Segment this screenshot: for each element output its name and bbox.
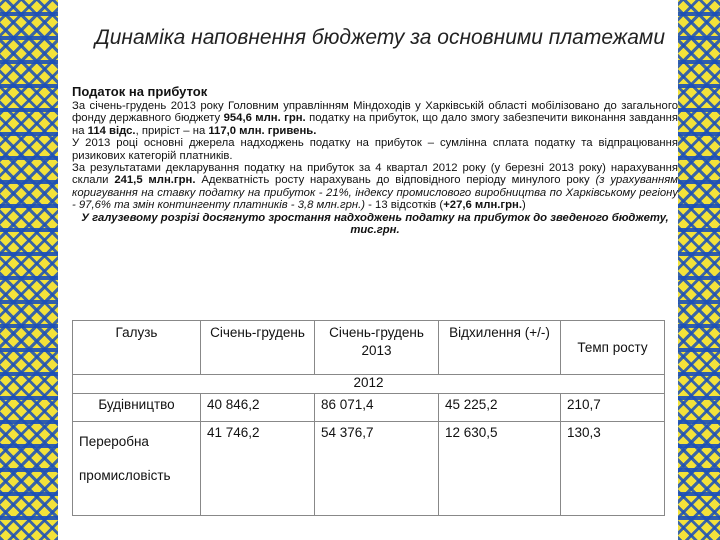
row-industry-name: Переробна промисловість [73, 421, 201, 515]
header-2013: Січень-грудень 2013 [315, 321, 439, 375]
header-industry: Галузь [73, 321, 201, 375]
header-deviation: Відхилення (+/-) [439, 321, 561, 375]
paragraph-4: У галузевому розрізі досягнуто зростання надходжень податку на прибуток до зведеного бюджету, тис.грн. [81, 211, 669, 237]
row-deviation: 12 630,5 [439, 421, 561, 515]
row-industry-name: Будівництво [73, 394, 201, 422]
table-year-row [73, 375, 665, 394]
section-subtitle: Податок на прибуток [72, 84, 208, 99]
paragraph-2: У 2013 році основні джерела надходжень податку на прибуток – сумлінна сплата податку та відпрацювання ризикових категорій платників. [72, 137, 678, 162]
ornament-border-right [678, 0, 720, 540]
paragraph-3: За результатами декларування податку на прибуток за 4 квартал 2012 року (у березні 2013 року) нарахування склали 241,5 млн.грн. Адекватність росту нарахувань до відповідного періоду минулого року (з урахуванням коригування на ставку податку на прибуток - 21%, індексу промислового виробництва по Харківському регіону - 97,6% та змін контингенту платників - 3,8 млн.грн.) - 13 відсотків (+27,6 млн.грн.) [72, 162, 678, 212]
table-row [73, 421, 665, 515]
body-text [72, 100, 678, 236]
row-value-2013: 54 376,7 [315, 421, 439, 515]
table-header-row [73, 321, 665, 375]
ornament-border-left [0, 0, 58, 540]
header-growth-rate: Темп росту [561, 321, 665, 375]
table-row [73, 394, 665, 422]
slide-title: Динаміка наповнення бюджету за основними платежами [94, 26, 666, 49]
year-label: 2012 [73, 375, 665, 394]
row-value-2012: 40 846,2 [201, 394, 315, 422]
paragraph-1: За січень-грудень 2013 року Головним управлінням Міндоходів у Харківській області мобілізовано до загального фонду державного бюджету 954,6 млн. грн. податку на прибуток, що дало змогу забезпечити виконання завдання на 114 відс., приріст – на 117,0 млн. гривень. [72, 100, 678, 137]
row-growth-rate: 210,7 [561, 394, 665, 422]
row-deviation: 45 225,2 [439, 394, 561, 422]
industry-tax-table [72, 320, 665, 516]
row-value-2012: 41 746,2 [201, 421, 315, 515]
header-2012: Січень-грудень [201, 321, 315, 375]
row-value-2013: 86 071,4 [315, 394, 439, 422]
row-growth-rate: 130,3 [561, 421, 665, 515]
